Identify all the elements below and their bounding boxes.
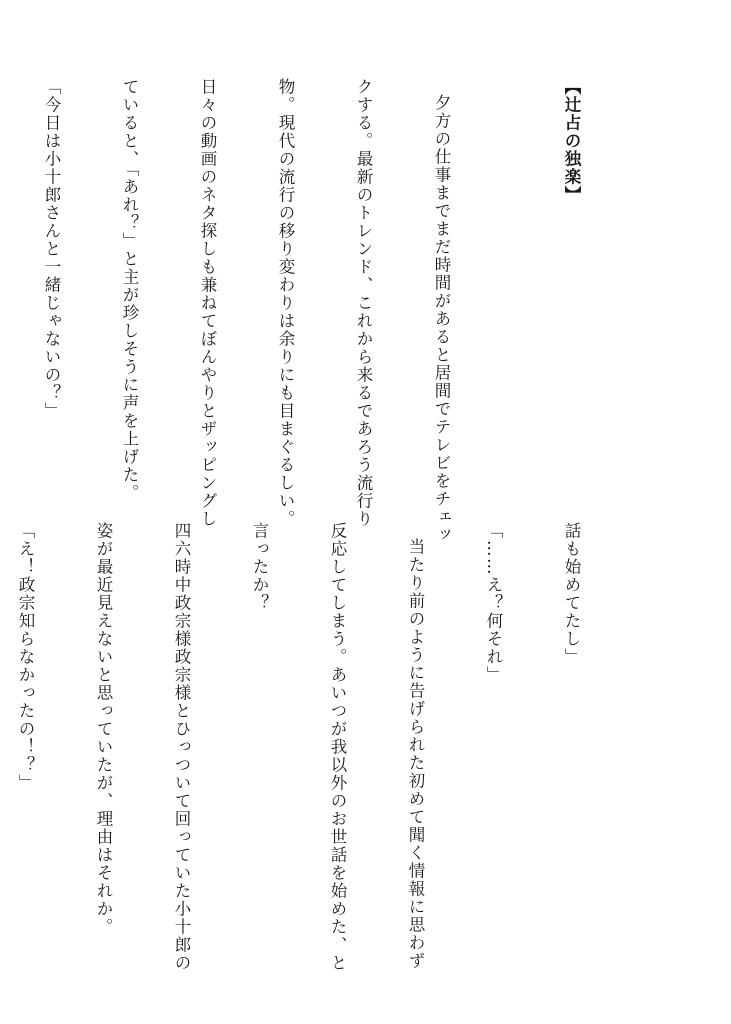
text-line: 当たり前のように告げられた初めて聞く情報に思わず — [406, 538, 425, 970]
dialogue-line: 「え！政宗知らなかったの！？」 — [16, 522, 35, 792]
upper-text-block — [0, 78, 636, 544]
text-line: 物。現代の流行の移り変わりは余りにも目まぐるしい。 — [276, 78, 295, 528]
text-line: 日々の動画のネタ探しも兼ねてぼんやりとザッピングし — [198, 78, 217, 528]
text-line: クする。最新のトレンド、これから来るであろう流行り — [354, 78, 373, 528]
text-line: ていると、「あれ？」と主が珍しそうに声を上げた。 — [120, 78, 139, 502]
dialogue-line: 「……え？何それ」 — [484, 522, 503, 684]
dialogue-line: 話も始めてたし」 — [562, 522, 581, 666]
dialogue-line: 「今日は小十郎さんと一緒じゃないの？」 — [42, 78, 61, 420]
story-title: 【辻占の独楽】 — [562, 78, 581, 204]
lower-text-block — [0, 522, 636, 972]
text-line: 四六時中政宗様政宗様とひっついて回っていた小十郎の — [172, 522, 191, 972]
text-line: 夕方の仕事までまだ時間があると居間でテレビをチェッ — [432, 94, 451, 544]
text-line: 反応してしまう。あいつが我以外のお世話を始めた、と — [328, 522, 347, 972]
text-line: 姿が最近見えないと思っていたが、理由はそれか。 — [94, 522, 113, 936]
text-line: 言ったか？ — [250, 522, 269, 612]
